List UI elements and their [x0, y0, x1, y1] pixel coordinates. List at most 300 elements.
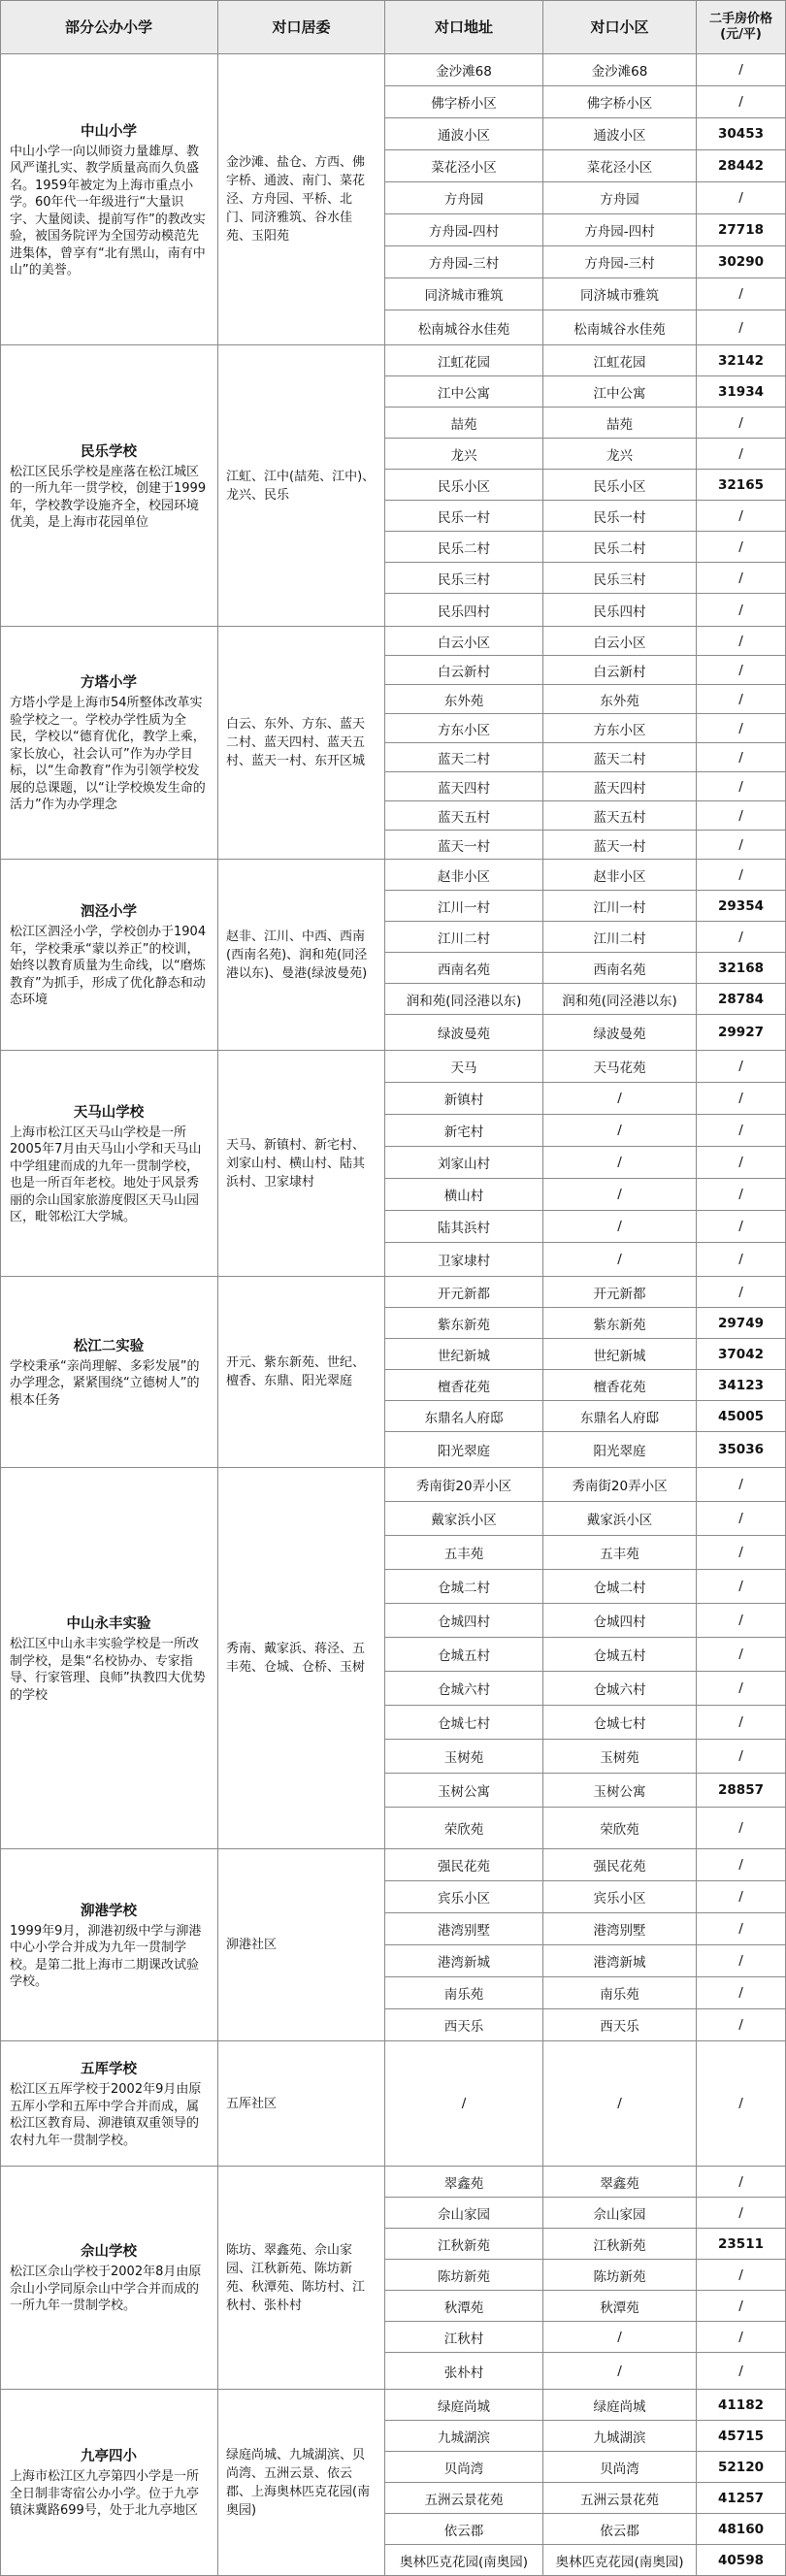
price-cell [697, 2353, 786, 2390]
community-text: 九城湖滨 [593, 2429, 646, 2446]
price-cell [697, 1083, 786, 1115]
price-cell [697, 2167, 786, 2198]
school-name: 五厍学校 [81, 2062, 137, 2077]
price-text: / [738, 807, 743, 824]
price-text: / [738, 2266, 743, 2283]
address-cell [385, 656, 543, 685]
price-text: 23511 [718, 2235, 764, 2252]
community-cell [543, 2421, 697, 2452]
address-cell [385, 345, 543, 376]
price-text: 30290 [718, 254, 764, 270]
community-text: 佘山家园 [593, 2206, 646, 2223]
address-cell [385, 1115, 543, 1147]
committee-text: 绿庭尚城、九城湖滨、贝尚湾、五洲云景、依云郡、上海奥林匹克花园(南奥园) [226, 2447, 371, 2518]
address-cell [385, 2483, 543, 2514]
community-cell [543, 1881, 697, 1913]
price-text: 41182 [718, 2397, 764, 2413]
address-text: 荣欣苑 [443, 1822, 484, 1838]
price-text: / [738, 62, 743, 78]
address-text: 横山村 [443, 1189, 484, 1204]
price-text: 28442 [718, 158, 764, 174]
school-description: 松江区中山永丰实验学校是一所改制学校，是集“名校协办、专家指导、行家管理、良师”执教四大优势的学校 [10, 1637, 206, 1703]
address-cell [385, 2514, 543, 2545]
price-cell [697, 86, 786, 118]
address-cell [385, 376, 543, 408]
committee-text: 五厍社区 [226, 2096, 278, 2111]
price-text: / [738, 1219, 743, 1234]
community-cell [543, 1015, 697, 1051]
price-cell [697, 1672, 786, 1706]
price-text: / [738, 2329, 743, 2345]
community-cell [543, 860, 697, 891]
price-cell [697, 182, 786, 214]
address-text: 喆苑 [450, 416, 477, 433]
community-text: 天马花苑 [593, 1060, 646, 1076]
price-text: / [738, 1511, 743, 1526]
committee-text: 秀南、戴家浜、蒋泾、五丰苑、仓城、仓桥、玉树 [226, 1642, 366, 1675]
community-cell [543, 627, 697, 656]
school-name: 泖港学校 [81, 1903, 137, 1919]
address-cell [385, 2260, 543, 2291]
address-cell [385, 594, 543, 627]
community-cell [543, 1570, 697, 1604]
community-text: 檀香花苑 [593, 1379, 646, 1395]
address-cell [385, 1808, 543, 1849]
community-cell [543, 2167, 697, 2198]
price-cell [697, 439, 786, 470]
school-cell [0, 1849, 218, 2041]
price-cell [697, 1945, 786, 1977]
community-cell [543, 953, 697, 984]
address-text: 佘山家园 [438, 2206, 490, 2223]
address-cell [385, 1370, 543, 1401]
address-cell [385, 246, 543, 278]
address-text: 仓城二村 [438, 1581, 490, 1596]
community-text: 金沙滩68 [591, 64, 648, 80]
committee-text: 泖港社区 [226, 1938, 278, 1952]
school-description: 松江区民乐学校是座落在松江城区的一所九年一贯学校，创建于1999年，学校教学设施齐全，校园环境优美，是上海市花园单位 [10, 464, 207, 530]
community-text: 龙兴 [606, 447, 633, 464]
committee-text: 白云、东外、方东、蓝天二村、蓝天四村、蓝天五村、蓝天一村、东开区城 [226, 717, 366, 768]
address-text: 依云郡 [443, 2523, 484, 2539]
address-cell [385, 627, 543, 656]
header-label: 对口小区 [590, 18, 649, 36]
address-text: 玉树公寓 [438, 1784, 490, 1800]
community-cell [543, 501, 697, 532]
community-cell [543, 345, 697, 376]
community-text: 五洲云景花苑 [580, 2492, 659, 2508]
community-cell [543, 1502, 697, 1536]
committee-text: 开元、紫东新苑、世纪、檀香、东鼎、阳光翠庭 [226, 1355, 366, 1388]
school-description: 中山小学一向以师资力量雄厚、教风严谨扎实、教学质量高而久负盛名。1959年被定为上海市重点小学。60年代一年级进行“大量识字、大量阅读、提前写作”的教改实验，被国务院评为全国劳动模范先进集体，曾享有“北有黑山，南有中山”的美誉。 [10, 144, 206, 277]
community-text: 江川二村 [593, 930, 646, 947]
address-text: 五丰苑 [443, 1547, 484, 1562]
address-cell [385, 1339, 543, 1370]
community-text: 方舟园-四村 [584, 224, 655, 240]
header-label: 对口居委 [272, 18, 331, 36]
address-cell [385, 984, 543, 1015]
school-cell [0, 1277, 218, 1468]
price-cell [697, 150, 786, 182]
address-text: 蓝天二村 [438, 751, 490, 767]
school-name: 佘山学校 [81, 2244, 137, 2261]
community-text: 港湾新城 [593, 1955, 646, 1971]
community-text: 方舟园-三村 [584, 256, 655, 272]
community-cell [543, 1147, 697, 1179]
community-text: 玉树公寓 [593, 1784, 646, 1800]
price-cell [697, 2514, 786, 2545]
community-cell [543, 685, 697, 714]
community-cell [543, 214, 697, 246]
community-text: 仓城四村 [593, 1614, 646, 1630]
price-cell [697, 1706, 786, 1740]
community-text: 仓城六村 [593, 1682, 646, 1698]
address-text: 江川一村 [438, 899, 490, 916]
price-cell [697, 1881, 786, 1913]
price-text: 32165 [718, 476, 764, 493]
price-text: / [738, 1647, 743, 1662]
header-label: 部分公办小学 [64, 18, 152, 36]
price-cell [697, 772, 786, 801]
address-text: 翠鑫苑 [443, 2175, 484, 2192]
community-cell [543, 831, 697, 860]
community-cell [543, 2291, 697, 2322]
address-text: 阳光翠庭 [438, 1444, 490, 1459]
address-text: 仓城六村 [438, 1682, 490, 1698]
address-text: 秀南街20弄小区 [415, 1479, 512, 1494]
address-text: 江秋村 [443, 2331, 484, 2347]
price-text: / [738, 633, 743, 649]
community-text: / [617, 1123, 622, 1138]
price-cell [697, 891, 786, 922]
address-text: 陈坊新苑 [438, 2268, 490, 2285]
price-cell [697, 656, 786, 685]
address-text: 民乐四村 [438, 603, 490, 620]
community-text: 蓝天二村 [593, 751, 646, 767]
community-text: 方舟园 [600, 192, 639, 208]
price-cell [697, 953, 786, 984]
price-cell [697, 1115, 786, 1147]
community-cell [543, 2009, 697, 2041]
community-text: 世纪新城 [593, 1348, 646, 1364]
address-text: 九城湖滨 [438, 2429, 490, 2446]
address-text: 绿庭尚城 [438, 2398, 490, 2415]
price-text: / [738, 414, 743, 431]
school-description: 1999年9月，泖港初级中学与泖港中心小学合并成为九年一贯制学校。是第二批上海市二期课改试验学校。 [10, 1923, 202, 1989]
price-cell [697, 831, 786, 860]
address-cell [385, 408, 543, 439]
community-text: 贝尚湾 [600, 2461, 639, 2477]
price-text: / [738, 1820, 743, 1836]
address-cell [385, 1604, 543, 1638]
price-text: / [738, 1714, 743, 1730]
address-cell [385, 470, 543, 501]
price-cell [697, 1570, 786, 1604]
school-name: 泗泾小学 [81, 904, 137, 921]
school-description: 上海市松江区九亭第四小学是一所全日制非寄宿公办小学。位于九亭镇沫冀路699号，处于北九亭地区 [10, 2469, 200, 2519]
address-cell [385, 2390, 543, 2421]
community-cell [543, 2483, 697, 2514]
school-cell [0, 2167, 218, 2390]
community-text: 荣欣苑 [600, 1822, 639, 1838]
address-text: 戴家浜小区 [431, 1513, 497, 1528]
school-cell [0, 627, 218, 860]
committee-text: 陈坊、翠鑫苑、佘山家园、江秋新苑、陈坊新苑、秋潭苑、陈坊村、江秋村、张朴村 [226, 2242, 366, 2313]
community-text: 阳光翠庭 [593, 1444, 646, 1459]
price-cell [697, 1977, 786, 2009]
committee-cell [218, 860, 385, 1051]
community-cell [543, 54, 697, 86]
price-text: / [738, 1579, 743, 1594]
price-text: / [738, 2298, 743, 2314]
community-cell [543, 984, 697, 1015]
price-text: / [738, 720, 743, 736]
community-cell [543, 376, 697, 408]
community-cell [543, 2198, 697, 2229]
price-text: / [738, 1857, 743, 1873]
price-cell [697, 2545, 786, 2576]
school-name: 方塔小学 [81, 675, 137, 692]
price-text: 45005 [718, 1408, 764, 1424]
community-cell [543, 1179, 697, 1211]
address-text: 菜花泾小区 [431, 160, 497, 176]
address-text: 天马 [450, 1060, 477, 1076]
community-text: 民乐二村 [593, 540, 646, 557]
community-cell [543, 2452, 697, 2483]
community-text: / [617, 2329, 622, 2345]
address-cell [385, 1277, 543, 1308]
address-text: 檀香花苑 [438, 1379, 490, 1395]
address-cell [385, 1083, 543, 1115]
address-cell [385, 2291, 543, 2322]
community-text: 宾乐小区 [593, 1891, 646, 1907]
address-text: 东外苑 [443, 693, 484, 709]
address-text: 秋潭苑 [443, 2299, 484, 2316]
price-text: / [738, 1953, 743, 1969]
price-cell [697, 2041, 786, 2167]
committee-cell [218, 54, 385, 345]
address-text: 卫家埭村 [438, 1254, 490, 1269]
community-text: 南乐苑 [600, 1987, 639, 2003]
committee-cell [218, 1277, 385, 1468]
community-text: 江中公寓 [593, 385, 646, 402]
header-label: 二手房价格 (元/平) [708, 11, 772, 42]
community-text: 陈坊新苑 [593, 2268, 646, 2285]
address-text: 通波小区 [438, 128, 490, 144]
community-text: 松南城谷水佳苑 [573, 321, 666, 338]
price-text: 40598 [718, 2552, 764, 2568]
price-text: 29749 [718, 1315, 764, 1331]
price-text: / [738, 2017, 743, 2033]
community-cell [543, 532, 697, 563]
community-text: 仓城二村 [593, 1581, 646, 1596]
price-cell [697, 1740, 786, 1774]
price-text: / [738, 1477, 743, 1492]
community-text: / [617, 1219, 622, 1234]
address-text: 刘家山村 [438, 1157, 490, 1172]
price-text: / [738, 2173, 743, 2190]
address-text: 五洲云景花苑 [424, 2492, 504, 2508]
community-text: 奥林匹克花园(南奥园) [555, 2554, 684, 2570]
price-cell [697, 1308, 786, 1339]
address-cell [385, 860, 543, 891]
community-cell [543, 150, 697, 182]
price-text: 28857 [718, 1782, 764, 1798]
community-cell [543, 1115, 697, 1147]
community-cell [543, 1308, 697, 1339]
address-text: 江川二村 [438, 930, 490, 947]
address-text: 民乐一村 [438, 509, 490, 526]
price-cell [697, 743, 786, 772]
address-cell [385, 2198, 543, 2229]
community-cell [543, 1051, 697, 1083]
community-cell [543, 1536, 697, 1570]
price-text: 45715 [718, 2428, 764, 2444]
price-cell [697, 2291, 786, 2322]
community-cell [543, 408, 697, 439]
address-text: 奥林匹克花园(南奥园) [399, 2554, 529, 2570]
header-label: 对口地址 [434, 18, 493, 36]
address-cell [385, 1051, 543, 1083]
price-cell [697, 1638, 786, 1672]
community-cell [543, 743, 697, 772]
community-text: 西天乐 [600, 2019, 639, 2035]
community-text: 紫东新苑 [593, 1317, 646, 1333]
price-text: / [738, 1985, 743, 2001]
address-text: 蓝天四村 [438, 780, 490, 797]
price-cell [697, 214, 786, 246]
community-text: 蓝天一村 [593, 838, 646, 855]
community-cell [543, 2545, 697, 2576]
address-text: 仓城五村 [438, 1648, 490, 1664]
address-text: 龙兴 [450, 447, 477, 464]
community-text: 民乐三村 [593, 571, 646, 588]
price-text: / [738, 1680, 743, 1696]
school-cell [0, 1051, 218, 1277]
community-text: / [617, 1155, 622, 1170]
community-text: 江秋新苑 [593, 2237, 646, 2254]
address-text: 方舟园 [443, 192, 484, 208]
address-cell [385, 1570, 543, 1604]
price-cell [697, 2483, 786, 2514]
committee-cell [218, 2390, 385, 2576]
address-cell [385, 2229, 543, 2260]
address-cell [385, 1638, 543, 1672]
committee-text: 赵非、江川、中西、西南(西南名苑)、润和苑(同泾港以东)、曼港(绿波曼苑) [226, 929, 368, 981]
price-cell [697, 2260, 786, 2291]
price-text: / [738, 286, 743, 302]
price-cell [697, 801, 786, 831]
address-cell [385, 310, 543, 345]
address-text: 紫东新苑 [438, 1317, 490, 1333]
price-text: / [738, 1187, 743, 1202]
price-cell [697, 1051, 786, 1083]
address-text: 同济城市雅筑 [424, 288, 504, 304]
address-cell [385, 1243, 543, 1277]
community-text: 仓城五村 [593, 1648, 646, 1664]
price-cell [697, 278, 786, 310]
address-text: 方舟园-四村 [428, 224, 500, 240]
school-description: 松江区五厍学校于2002年9月由原五厍小学和五厍中学合并而成，属松江区教育局、泖港镇双重领导的农村九年一贯制学校。 [10, 2082, 202, 2148]
address-text: 江虹花园 [438, 354, 490, 371]
school-description: 方塔小学是上海市54所整体改革实验学校之一。学校办学性质为全民，学校以“德育优化，教学上乘，家长放心，社会认可”作为办学目标，以“生命教育”作为引领学校发展的总课题，以“让学校焕发生命的活力”作为办学理念 [10, 696, 206, 813]
price-text: / [738, 1123, 743, 1138]
address-text: 宾乐小区 [438, 1891, 490, 1907]
address-cell [385, 922, 543, 953]
header-address [385, 0, 543, 54]
community-cell [543, 2390, 697, 2421]
address-text: 新宅村 [443, 1125, 484, 1140]
price-cell [697, 1432, 786, 1468]
address-cell [385, 1308, 543, 1339]
community-text: / [617, 2096, 622, 2111]
school-name: 松江二实验 [73, 1338, 145, 1354]
community-text: 白云小区 [593, 635, 646, 651]
committee-text: 金沙滩、盐仓、方西、佛字桥、通波、南门、菜花泾、方舟园、平桥、北门、同济雅筑、谷水佳苑、玉阳苑 [226, 155, 366, 244]
price-cell [697, 2009, 786, 2041]
address-cell [385, 2545, 543, 2576]
price-text: 41257 [718, 2490, 764, 2506]
community-text: 江虹花园 [593, 354, 646, 371]
address-cell [385, 772, 543, 801]
price-cell [697, 1774, 786, 1808]
community-text: 蓝天四村 [593, 780, 646, 797]
school-name: 九亭四小 [81, 2449, 137, 2465]
community-text: 强民花苑 [593, 1859, 646, 1875]
price-text: / [738, 2096, 743, 2111]
price-cell [697, 714, 786, 743]
header-committee [218, 0, 385, 54]
community-text: 翠鑫苑 [600, 2175, 639, 2192]
community-cell [543, 1638, 697, 1672]
address-cell [385, 2041, 543, 2167]
price-text: 52120 [718, 2459, 764, 2475]
community-text: 绿波曼苑 [593, 1027, 646, 1042]
price-text: / [738, 836, 743, 853]
school-name: 中山小学 [81, 123, 137, 140]
school-cell [0, 2041, 218, 2167]
community-text: 秋潭苑 [600, 2299, 639, 2316]
price-cell [697, 1536, 786, 1570]
community-text: 五丰苑 [600, 1547, 639, 1562]
address-cell [385, 501, 543, 532]
address-cell [385, 1536, 543, 1570]
price-cell [697, 563, 786, 594]
address-text: 仓城四村 [438, 1614, 490, 1630]
address-text: 佛字桥小区 [431, 96, 497, 112]
community-text: 民乐小区 [593, 478, 646, 495]
community-text: / [617, 1091, 622, 1106]
price-text: / [738, 538, 743, 555]
price-text: 28784 [718, 991, 764, 1007]
price-text: 37042 [718, 1346, 764, 1362]
community-cell [543, 1740, 697, 1774]
price-cell [697, 860, 786, 891]
price-cell [697, 2421, 786, 2452]
school-cell [0, 2390, 218, 2576]
address-cell [385, 2452, 543, 2483]
community-text: / [617, 1187, 622, 1202]
address-text: 赵非小区 [438, 868, 490, 885]
community-text: 同济城市雅筑 [580, 288, 659, 304]
community-text: 通波小区 [593, 128, 646, 144]
address-text: 新镇村 [443, 1092, 484, 1108]
community-cell [543, 1977, 697, 2009]
address-cell [385, 1849, 543, 1881]
community-text: 赵非小区 [593, 868, 646, 885]
address-cell [385, 439, 543, 470]
address-text: 陆其浜村 [438, 1221, 490, 1236]
